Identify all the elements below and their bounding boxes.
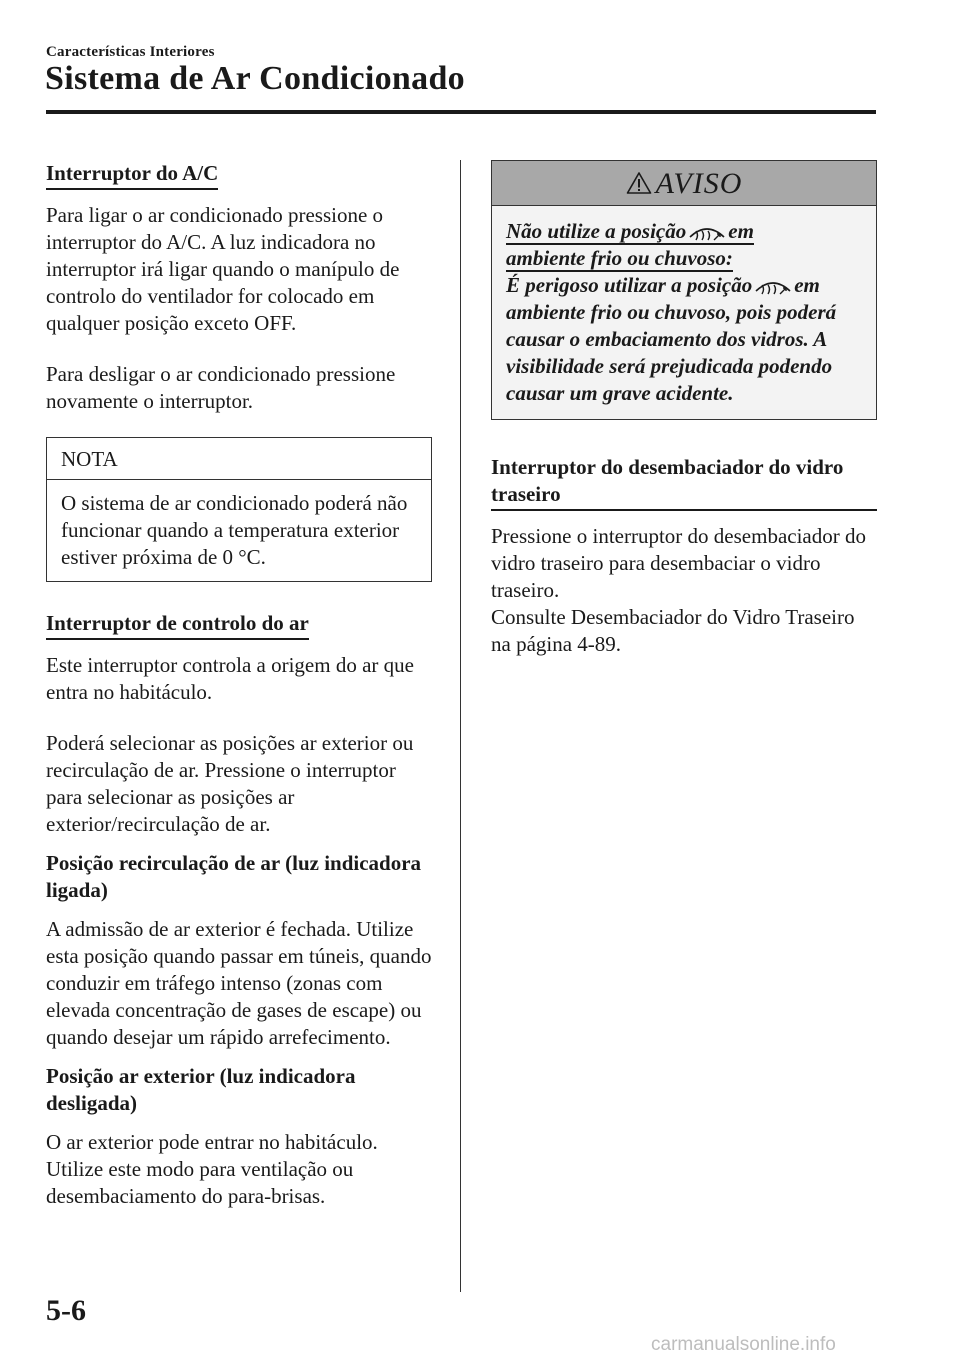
warning-text: Não utilize a posição em ambiente frio ou chuvoso: É perigoso utilizar a posição em ambiente frio ou chuvoso, pois poderá causar o embaciamento dos vidros. A visibilidade será prejudicada podendo causar um grave acidente. [506,219,837,405]
defrost-mode-icon [688,223,726,243]
recirculation-heading: Posição recirculação de ar (luz indicadora ligada) [46,851,422,902]
note-box [46,437,432,582]
chapter-label: Características Interiores [46,44,215,60]
rear-defroster-reference: Consulte Desembaciador do Vidro Traseiro na página 4-89. [491,605,855,656]
warning-triangle-icon [626,171,652,195]
left-column [46,160,432,1210]
header-rule [46,110,876,114]
warning-title: AVISO [655,166,743,200]
page-number: 5-6 [46,1294,86,1327]
air-control-paragraph-1: Este interruptor controla a origem do ar que entra no habitáculo. [46,653,414,704]
outside-air-heading: Posição ar exterior (luz indicadora desligada) [46,1064,356,1115]
column-divider [460,160,461,1292]
outside-air-text: O ar exterior pode entrar no habitáculo. Utilize este modo para ventilação ou desembaciamento do para-brisas. [46,1130,378,1208]
rear-defroster-heading: Interruptor do desembaciador do vidro traseiro [491,454,877,511]
warning-underlined-lead: Não utilize a posição em ambiente frio ou chuvoso: [506,219,754,270]
air-control-heading: Interruptor de controlo do ar [46,610,309,640]
watermark: carmanualsonline.info [651,1334,836,1355]
rear-defroster-text: Pressione o interruptor do desembaciador do vidro traseiro para desembaciar o vidro traseiro. [491,524,866,602]
recirculation-text: A admissão de ar exterior é fechada. Utilize esta posição quando passar em túneis, quando conduzir em tráfego intenso (zonas com elevada concentração de gases de escape) ou quando desejar um rápido arrefecimento. [46,917,432,1049]
note-text: O sistema de ar condicionado poderá não funcionar quando a temperatura exterior estiver próxima de 0 °C. [61,491,408,569]
warning-box [491,160,877,420]
ac-switch-paragraph-on: Para ligar o ar condicionado pressione o interruptor do A/C. A luz indicadora no interruptor irá ligar quando o manípulo de controlo do ventilador for colocado em qualquer posição exceto OFF. [46,203,400,335]
warning-header [492,161,876,206]
ac-switch-paragraph-off: Para desligar o ar condicionado pressione novamente o interruptor. [46,362,396,413]
air-control-paragraph-2: Poderá selecionar as posições ar exterior ou recirculação de ar. Pressione o interruptor para selecionar as posições ar exterior/recirculação de ar. [46,731,414,836]
defrost-mode-icon [754,277,792,297]
ac-switch-heading: Interruptor do A/C [46,160,218,190]
note-title: NOTA [47,438,431,480]
right-column [491,160,877,658]
page-title: Sistema de Ar Condicionado [45,60,465,97]
